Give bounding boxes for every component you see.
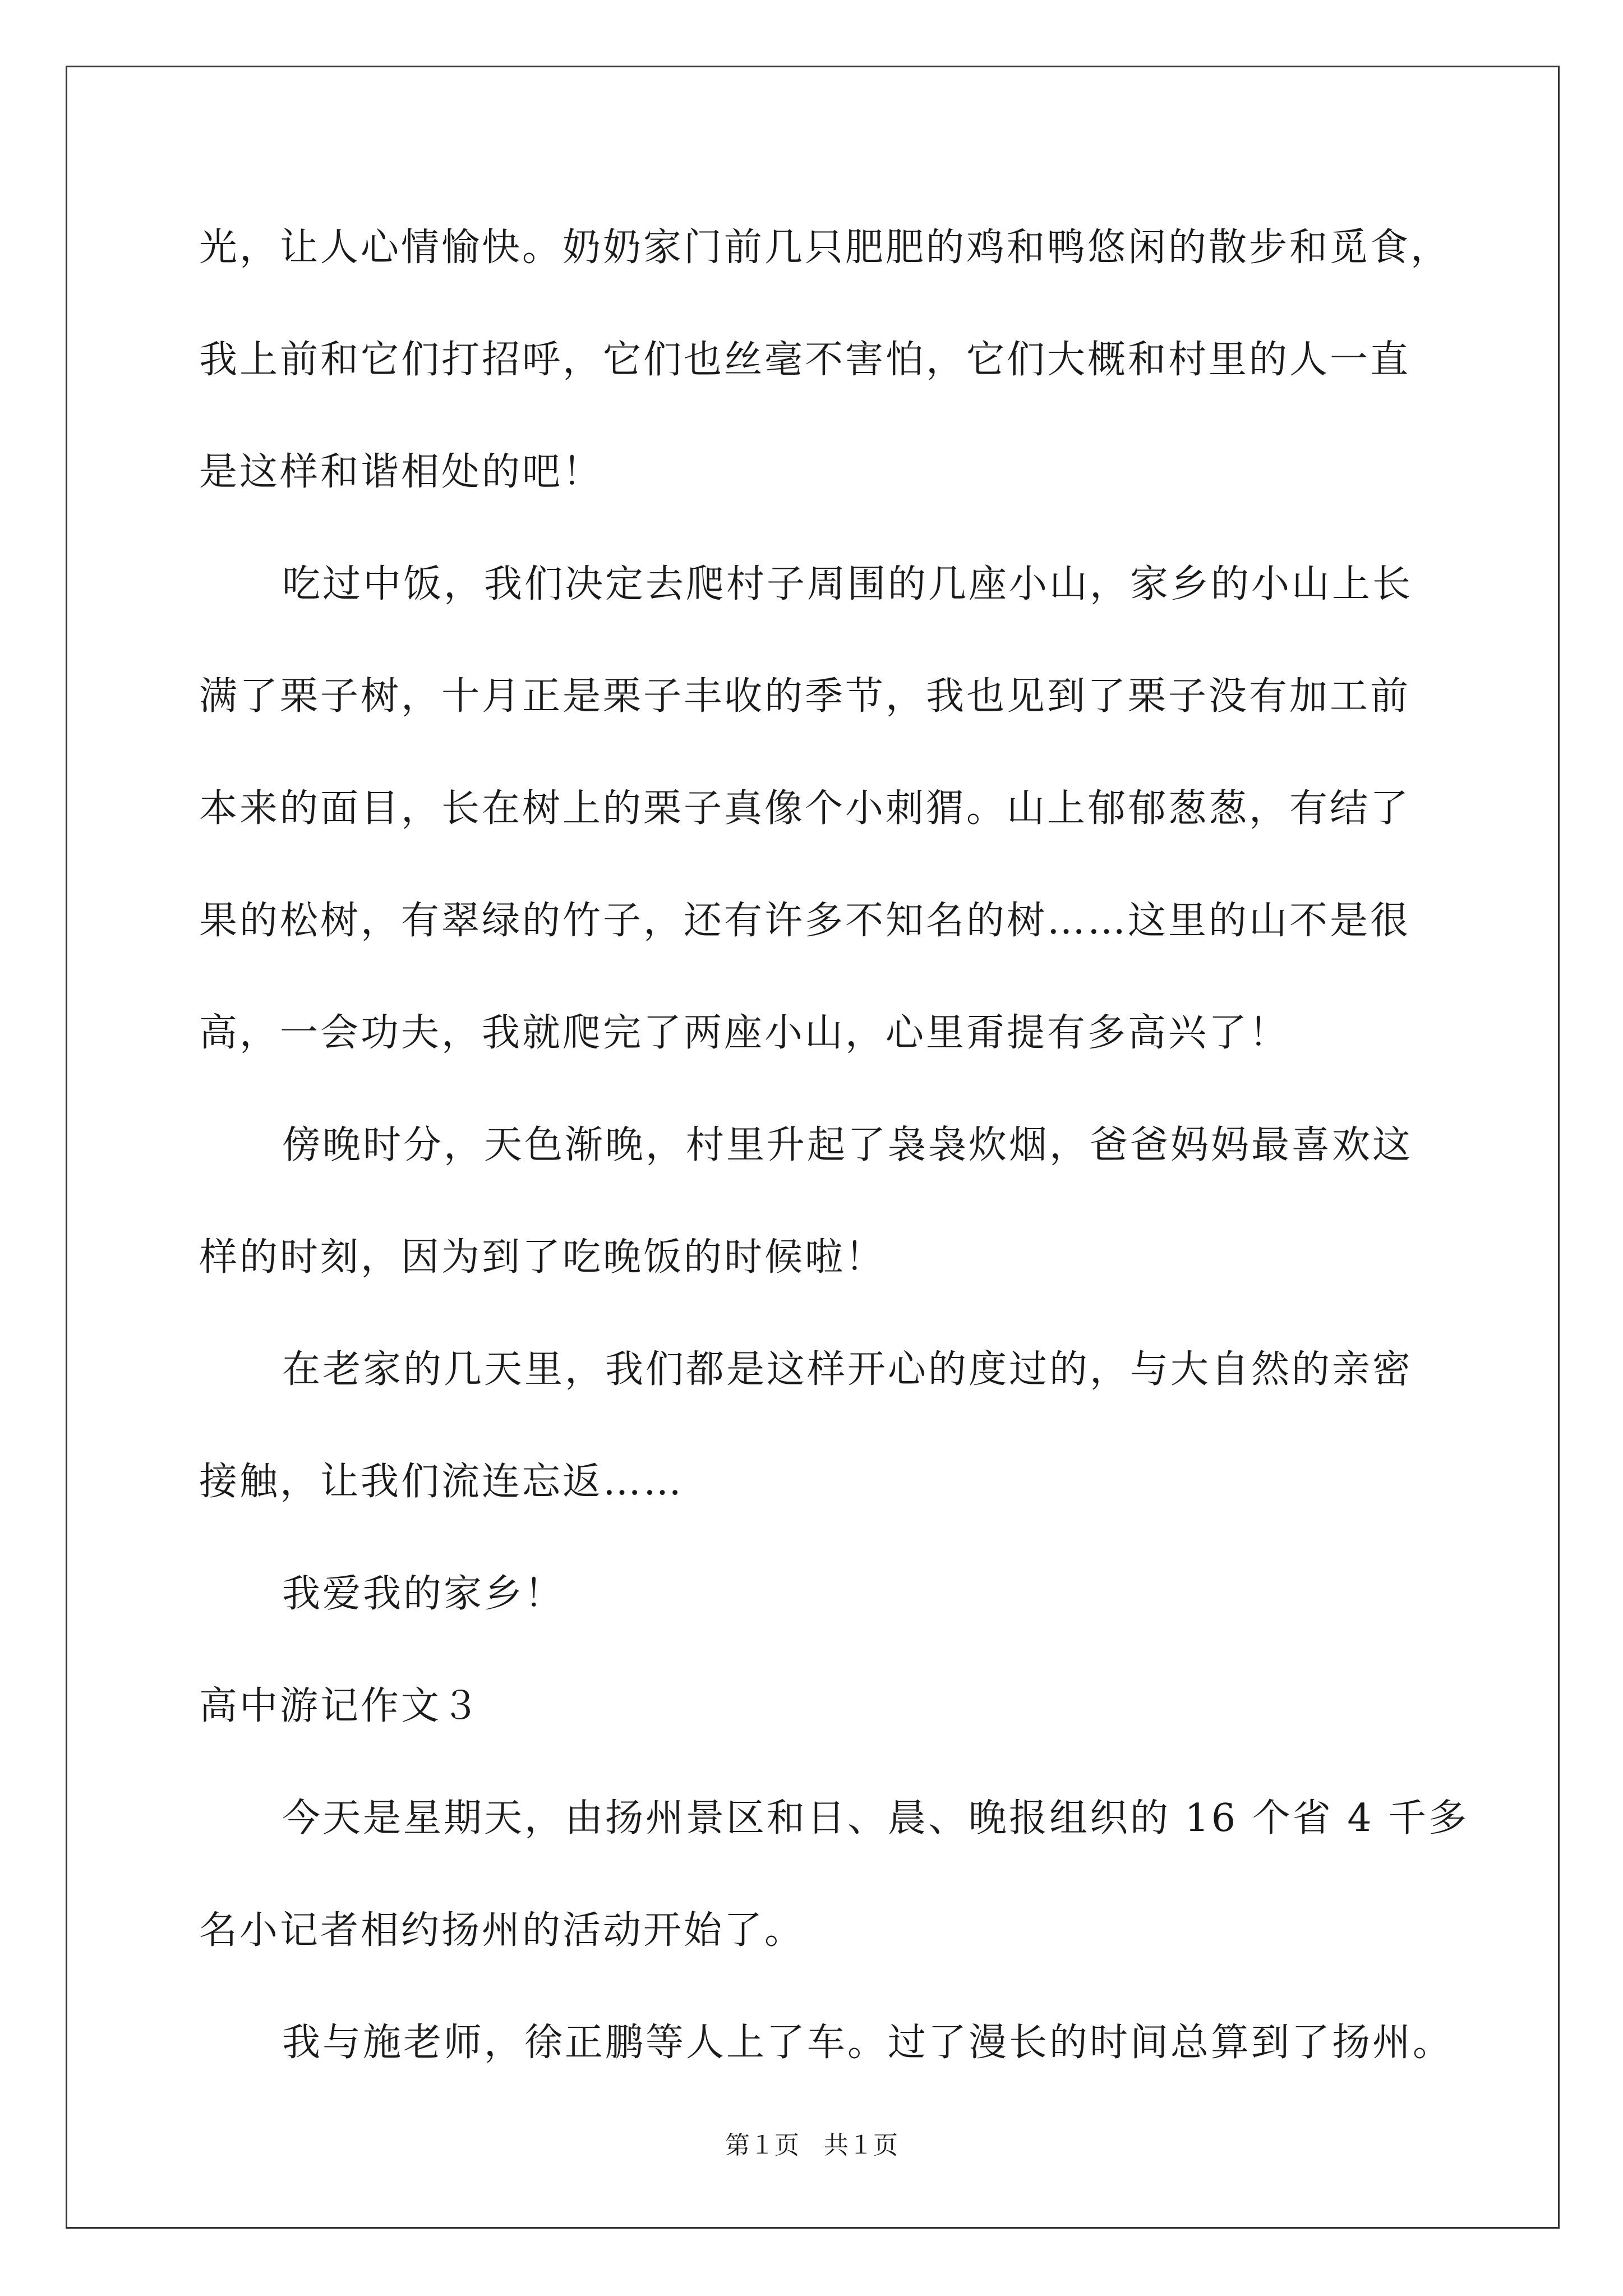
text-line: 果的松树，有翠绿的竹子，还有许多不知名的树……这里的山不是很 (199, 899, 1411, 943)
text-line: 高，一会功夫，我就爬完了两座小山，心里甭提有多高兴了！ (199, 1011, 1290, 1055)
page-total: 共１页 (824, 2131, 898, 2160)
text-line: 我上前和它们打招呼，它们也丝毫不害怕，它们大概和村里的人一直 (199, 338, 1411, 382)
paragraph-start: 吃过中饭，我们决定去爬村子周围的几座小山，家乡的小山上长 (282, 562, 1413, 606)
paragraph-start: 我爱我的家乡！ (282, 1572, 565, 1616)
text-line: 光，让人心情愉快。奶奶家门前几只肥肥的鸡和鸭悠闲的散步和觅食， (199, 226, 1451, 270)
text-line: 满了栗子树，十月正是栗子丰收的季节，我也见到了栗子没有加工前 (199, 674, 1411, 719)
text-line: 名小记者相约扬州的活动开始了。 (199, 1908, 805, 1953)
page-number: 第１页 (725, 2131, 799, 2160)
text-line: 样的时刻，因为到了吃晚饭的时候啦！ (199, 1235, 886, 1280)
paragraph-start: 今天是星期天，由扬州景区和日、晨、晚报组织的 16 个省 4 千多 (282, 1796, 1469, 1841)
page-footer (0, 2129, 1623, 2162)
text-line: 是这样和谐相处的吧！ (199, 450, 603, 494)
section-heading: 高中游记作文３ (199, 1684, 482, 1728)
text-line: 本来的面目，长在树上的栗子真像个小刺猬。山上郁郁葱葱，有结了 (199, 786, 1411, 831)
paragraph-start: 我与施老师，徐正鹏等人上了车。过了漫长的时间总算到了扬州。 (282, 2021, 1454, 2065)
text-line: 接触，让我们流连忘返…… (199, 1460, 684, 1504)
paragraph-start: 在老家的几天里，我们都是这样开心的度过的，与大自然的亲密 (282, 1347, 1413, 1392)
paragraph-start: 傍晚时分，天色渐晚，村里升起了袅袅炊烟，爸爸妈妈最喜欢这 (282, 1123, 1413, 1167)
